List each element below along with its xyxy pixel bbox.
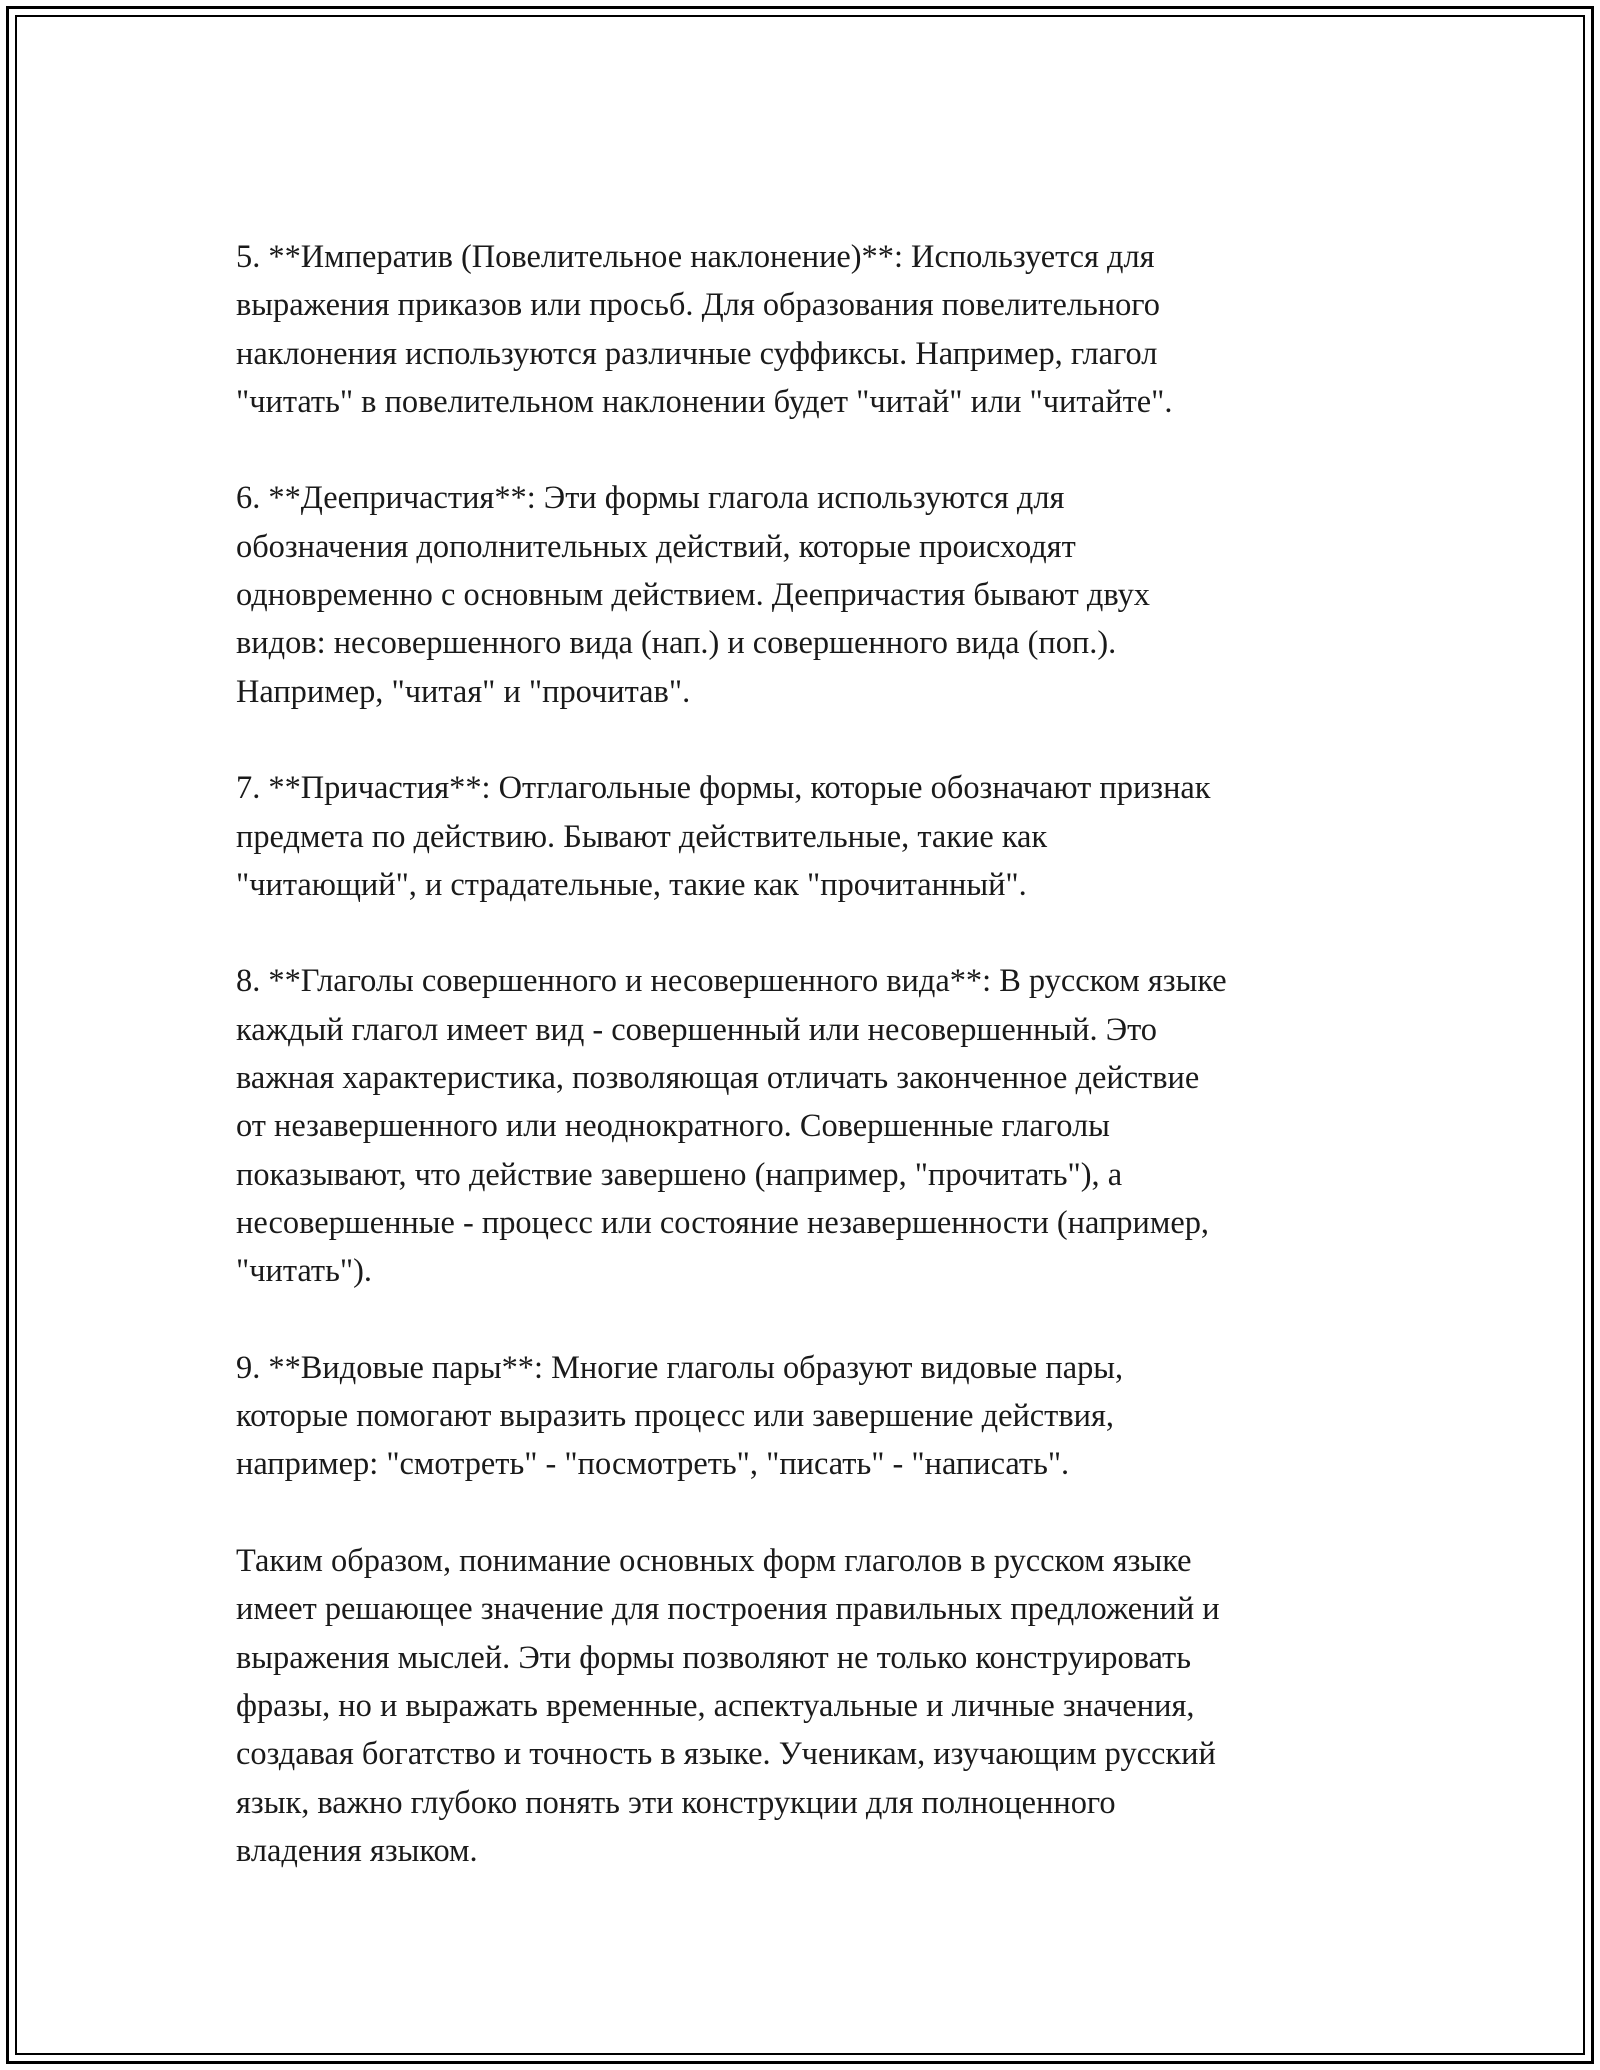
text-line: видов: несовершенного вида (нап.) и совершенного вида (поп.). — [236, 625, 1117, 662]
text-line: "читать"). — [236, 1253, 372, 1290]
text-line: от незавершенного или неоднократного. Совершенные глаголы — [236, 1108, 1110, 1145]
paragraph-conclusion — [236, 1537, 1386, 1875]
text-line: наклонения используются различные суффиксы. Например, глагол — [236, 335, 1158, 372]
text-line: одновременно с основным действием. Деепричастия бывают двух — [236, 577, 1150, 614]
text-line: выражения приказов или просьб. Для образования повелительного — [236, 287, 1160, 324]
text-line: важная характеристика, позволяющая отличать законченное действие — [236, 1060, 1200, 1097]
text-line: показывают, что действие завершено (например, "прочитать"), а — [236, 1156, 1123, 1193]
text-line: создавая богатство и точность в языке. Ученикам, изучающим русский — [236, 1736, 1216, 1773]
text-line: 6. **Деепричастия**: Эти формы глагола используются для — [236, 480, 1065, 517]
text-line: 7. **Причастия**: Отглагольные формы, которые обозначают признак — [236, 770, 1211, 807]
text-line: владения языком. — [236, 1832, 478, 1869]
text-line: 5. **Императив (Повелительное наклонение)**: Используется для — [236, 239, 1155, 275]
paragraph-gerunds — [236, 474, 1386, 715]
text-line: Например, "читая" и "прочитав". — [236, 673, 691, 710]
text-line: например: "смотреть" - "посмотреть", "писать" - "написать". — [236, 1446, 1070, 1483]
text-line: фразы, но и выражать временные, аспектуальные и личные значения, — [236, 1687, 1195, 1724]
document-body — [236, 233, 1386, 1875]
text-line: предмета по действию. Бывают действительные, такие как — [236, 818, 1048, 855]
paragraph-aspect-pairs — [236, 1344, 1386, 1489]
text-line: "читающий", и страдательные, такие как "прочитанный". — [236, 866, 1027, 903]
text-line: выражения мыслей. Эти формы позволяют не только конструировать — [236, 1639, 1191, 1676]
paragraph-verb-aspect — [236, 957, 1386, 1295]
text-line: язык, важно глубоко понять эти конструкции для полноценного — [236, 1784, 1116, 1821]
text-line: 8. **Глаголы совершенного и несовершенного вида**: В русском языке — [236, 963, 1227, 1000]
text-line: которые помогают выразить процесс или завершение действия, — [236, 1398, 1114, 1435]
text-line: обозначения дополнительных действий, которые происходят — [236, 528, 1076, 565]
text-line: "читать" в повелительном наклонении будет "читай" или "читайте". — [236, 383, 1173, 420]
paragraph-imperative — [236, 233, 1386, 426]
text-line: 9. **Видовые пары**: Многие глаголы образуют видовые пары, — [236, 1349, 1124, 1386]
text-line: несовершенные - процесс или состояние незавершенности (например, — [236, 1204, 1210, 1241]
text-line: Таким образом, понимание основных форм глаголов в русском языке — [236, 1543, 1192, 1580]
text-line: имеет решающее значение для построения правильных предложений и — [236, 1591, 1220, 1628]
paragraph-participles — [236, 764, 1386, 909]
text-line: каждый глагол имеет вид - совершенный или несовершенный. Это — [236, 1011, 1157, 1048]
